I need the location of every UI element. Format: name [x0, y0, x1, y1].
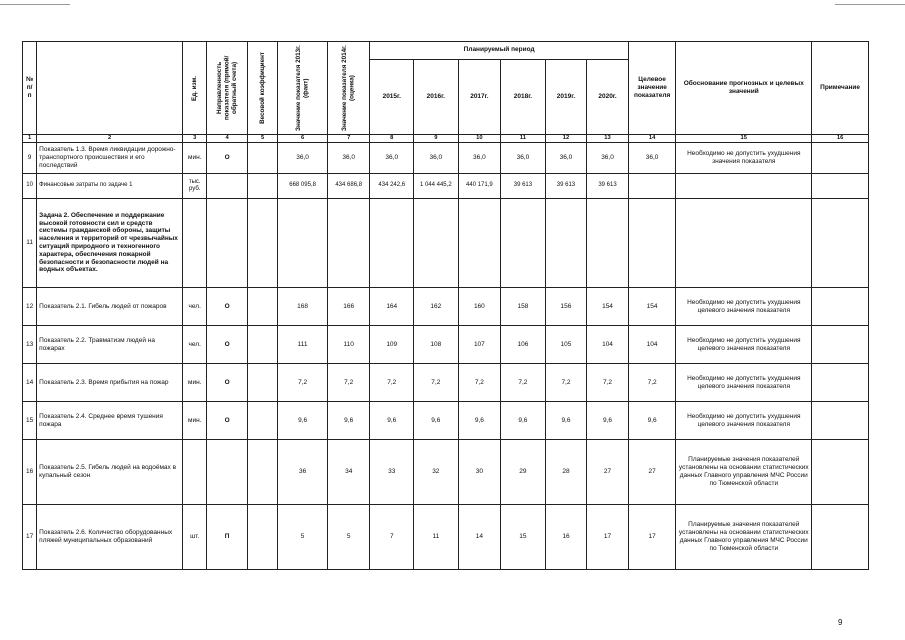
justification-cell [676, 174, 812, 199]
direction-cell [207, 199, 248, 288]
year-value-cell: 39 613 [587, 174, 629, 199]
table-row [23, 143, 869, 174]
table-row [23, 174, 869, 199]
weight-cell [247, 288, 277, 326]
row-number: 13 [23, 326, 37, 364]
column-number: 5 [247, 135, 277, 143]
year-value-cell: 434 242,6 [370, 174, 414, 199]
year-value-cell: 36,0 [370, 143, 414, 174]
value-2014-cell: 7,2 [327, 364, 370, 402]
year-value-cell: 108 [414, 326, 459, 364]
column-number: 6 [278, 135, 328, 143]
year-value-cell: 36,0 [501, 143, 546, 174]
unit-cell: тыс. руб. [183, 174, 207, 199]
row-number: 10 [23, 174, 37, 199]
year-value-cell: 11 [414, 505, 459, 570]
value-2013-cell [278, 199, 328, 288]
year-value-cell: 9,6 [414, 402, 459, 440]
header-year: 2017г. [458, 59, 501, 134]
year-value-cell: 16 [545, 505, 587, 570]
header-year: 2015г. [370, 59, 414, 134]
direction-cell: О [207, 326, 248, 364]
value-2014-cell: 9,6 [327, 402, 370, 440]
weight-cell [247, 143, 277, 174]
indicator-name: Показатель 1.3. Время ликвидации дорожно-транспортного происшествия и его последствий [37, 143, 183, 174]
weight-cell [247, 505, 277, 570]
year-value-cell: 1 044 445,2 [414, 174, 459, 199]
scan-edge-mark [0, 4, 70, 5]
year-value-cell [545, 199, 587, 288]
year-value-cell: 7,2 [370, 364, 414, 402]
year-value-cell: 36,0 [458, 143, 501, 174]
value-2014-cell: 5 [327, 505, 370, 570]
column-number: 13 [587, 135, 629, 143]
indicator-name: Показатель 2.2. Травматизм людей на пожарах [37, 326, 183, 364]
indicator-name: Показатель 2.5. Гибель людей на водоёмах в купальный сезон [37, 440, 183, 505]
year-value-cell: 7,2 [414, 364, 459, 402]
justification-cell: Планируемые значения показателей установлены на основании статистических данных Главного управления МЧС России по Тюменской области [676, 440, 812, 505]
indicator-name: Показатель 2.6. Количество оборудованных пляжей муниципальных образований [37, 505, 183, 570]
justification-cell: Необходимо не допустить ухудшения целевого значения показателя [676, 364, 812, 402]
row-number: 12 [23, 288, 37, 326]
note-cell [812, 440, 869, 505]
note-cell [812, 402, 869, 440]
header-value-2014: Значение показателя 2014г. (оценка) [327, 42, 370, 135]
note-cell [812, 288, 869, 326]
header-unit: Ед. изм. [183, 42, 207, 135]
year-value-cell: 105 [545, 326, 587, 364]
year-value-cell: 29 [501, 440, 546, 505]
year-value-cell: 7,2 [501, 364, 546, 402]
weight-cell [247, 199, 277, 288]
year-value-cell [458, 199, 501, 288]
value-2014-cell: 110 [327, 326, 370, 364]
target-cell: 17 [628, 505, 676, 570]
note-cell [812, 174, 869, 199]
header-weight: Весовой коэффициент [247, 42, 277, 135]
direction-cell: О [207, 402, 248, 440]
column-number-row [23, 135, 869, 143]
value-2013-cell: 9,6 [278, 402, 328, 440]
unit-cell: чел. [183, 288, 207, 326]
year-value-cell [370, 199, 414, 288]
header-justification: Обоснование прогнозных и целевых значений [676, 42, 812, 135]
column-number: 3 [183, 135, 207, 143]
year-value-cell: 154 [587, 288, 629, 326]
year-value-cell: 36,0 [545, 143, 587, 174]
target-cell: 9,6 [628, 402, 676, 440]
note-cell [812, 326, 869, 364]
year-value-cell: 9,6 [587, 402, 629, 440]
value-2013-cell: 111 [278, 326, 328, 364]
justification-cell: Необходимо не допустить ухудшения целевого значения показателя [676, 326, 812, 364]
year-value-cell: 7 [370, 505, 414, 570]
year-value-cell: 9,6 [501, 402, 546, 440]
weight-cell [247, 364, 277, 402]
target-cell: 154 [628, 288, 676, 326]
column-number: 7 [327, 135, 370, 143]
direction-cell [207, 174, 248, 199]
target-cell [628, 174, 676, 199]
year-value-cell: 9,6 [458, 402, 501, 440]
year-value-cell: 33 [370, 440, 414, 505]
row-number: 17 [23, 505, 37, 570]
table-row [23, 440, 869, 505]
value-2013-cell: 668 095,8 [278, 174, 328, 199]
justification-cell [676, 199, 812, 288]
value-2014-cell [327, 199, 370, 288]
row-number: 9 [23, 143, 37, 174]
header-year: 2018г. [501, 59, 546, 134]
value-2014-cell: 434 686,8 [327, 174, 370, 199]
year-value-cell: 440 171,9 [458, 174, 501, 199]
justification-cell: Необходимо не допустить ухудшения целевого значения показателя [676, 288, 812, 326]
year-value-cell [414, 199, 459, 288]
indicator-name: Финансовые затраты по задаче 1 [37, 174, 183, 199]
year-value-cell [587, 199, 629, 288]
justification-cell: Необходимо не допустить ухудшения значения показателя [676, 143, 812, 174]
unit-cell: шт. [183, 505, 207, 570]
justification-cell: Необходимо не допустить ухудшения целевого значения показателя [676, 402, 812, 440]
year-value-cell: 36,0 [587, 143, 629, 174]
header-num: № п/п [23, 42, 37, 135]
weight-cell [247, 174, 277, 199]
header-year: 2019г. [545, 59, 587, 134]
year-value-cell: 106 [501, 326, 546, 364]
row-number: 15 [23, 402, 37, 440]
row-number: 16 [23, 440, 37, 505]
value-2013-cell: 36 [278, 440, 328, 505]
value-2014-cell: 36,0 [327, 143, 370, 174]
column-number: 9 [414, 135, 459, 143]
scan-edge-mark [835, 4, 905, 5]
header-year: 2020г. [587, 59, 629, 134]
note-cell [812, 505, 869, 570]
year-value-cell: 164 [370, 288, 414, 326]
table-row [23, 326, 869, 364]
table-row [23, 288, 869, 326]
header-row [23, 42, 869, 60]
unit-cell: мин. [183, 364, 207, 402]
year-value-cell: 7,2 [587, 364, 629, 402]
justification-cell: Планируемые значения показателей установлены на основании статистических данных Главного управления МЧС России по Тюменской области [676, 505, 812, 570]
year-value-cell: 30 [458, 440, 501, 505]
column-number: 11 [501, 135, 546, 143]
weight-cell [247, 326, 277, 364]
column-number: 2 [37, 135, 183, 143]
indicators-table [22, 41, 869, 570]
direction-cell: О [207, 364, 248, 402]
year-value-cell: 39 613 [545, 174, 587, 199]
year-value-cell: 14 [458, 505, 501, 570]
year-value-cell: 160 [458, 288, 501, 326]
target-cell: 36,0 [628, 143, 676, 174]
year-value-cell: 36,0 [414, 143, 459, 174]
year-value-cell: 28 [545, 440, 587, 505]
year-value-cell: 158 [501, 288, 546, 326]
weight-cell [247, 440, 277, 505]
year-value-cell: 162 [414, 288, 459, 326]
indicator-name: Показатель 2.3. Время прибытия на пожар [37, 364, 183, 402]
year-value-cell: 107 [458, 326, 501, 364]
table-row [23, 199, 869, 288]
indicator-name: Показатель 2.4. Среднее время тушения пожара [37, 402, 183, 440]
year-value-cell: 32 [414, 440, 459, 505]
column-number: 12 [545, 135, 587, 143]
year-value-cell: 109 [370, 326, 414, 364]
value-2014-cell: 34 [327, 440, 370, 505]
unit-cell: мин. [183, 143, 207, 174]
weight-cell [247, 402, 277, 440]
direction-cell: О [207, 143, 248, 174]
column-number: 16 [812, 135, 869, 143]
value-2013-cell: 7,2 [278, 364, 328, 402]
unit-cell: чел. [183, 326, 207, 364]
header-year: 2016г. [414, 59, 459, 134]
year-value-cell [501, 199, 546, 288]
target-cell: 27 [628, 440, 676, 505]
header-name [37, 42, 183, 135]
year-value-cell: 15 [501, 505, 546, 570]
year-value-cell: 104 [587, 326, 629, 364]
direction-cell: О [207, 288, 248, 326]
table-row [23, 505, 869, 570]
note-cell [812, 199, 869, 288]
row-number: 14 [23, 364, 37, 402]
year-value-cell: 7,2 [545, 364, 587, 402]
header-planned-period: Планируемый период [370, 42, 628, 60]
column-number: 14 [628, 135, 676, 143]
value-2013-cell: 168 [278, 288, 328, 326]
column-number: 8 [370, 135, 414, 143]
column-number: 1 [23, 135, 37, 143]
indicator-name: Задача 2. Обеспечение и поддержание высокой готовности сил и средств системы гражданской обороны, защиты населения и территорий от чрезвычайных ситуаций природного и техногенного характера, обеспечения пожарной безопасности и безопасности людей на водных объектах. [37, 199, 183, 288]
target-cell [628, 199, 676, 288]
unit-cell: мин. [183, 402, 207, 440]
direction-cell: П [207, 505, 248, 570]
year-value-cell: 9,6 [370, 402, 414, 440]
year-value-cell: 9,6 [545, 402, 587, 440]
unit-cell [183, 440, 207, 505]
note-cell [812, 143, 869, 174]
column-number: 4 [207, 135, 248, 143]
header-value-2013: Значение показателя 2013г. (факт) [278, 42, 328, 135]
year-value-cell: 27 [587, 440, 629, 505]
table-body [23, 135, 869, 570]
year-value-cell: 17 [587, 505, 629, 570]
value-2013-cell: 5 [278, 505, 328, 570]
unit-cell [183, 199, 207, 288]
table-row [23, 402, 869, 440]
target-cell: 7,2 [628, 364, 676, 402]
year-value-cell: 7,2 [458, 364, 501, 402]
direction-cell [207, 440, 248, 505]
header-note: Примечание [812, 42, 869, 135]
page-number: 9 [838, 618, 843, 627]
year-value-cell: 39 613 [501, 174, 546, 199]
target-cell: 104 [628, 326, 676, 364]
value-2013-cell: 36,0 [278, 143, 328, 174]
column-number: 15 [676, 135, 812, 143]
note-cell [812, 364, 869, 402]
table-row [23, 364, 869, 402]
column-number: 10 [458, 135, 501, 143]
year-value-cell: 156 [545, 288, 587, 326]
header-target: Целевое значение показателя [628, 42, 676, 135]
indicator-name: Показатель 2.1. Гибель людей от пожаров [37, 288, 183, 326]
row-number: 11 [23, 199, 37, 288]
header-direction: Направленность показателя (прямой/обратный счета) [207, 42, 248, 135]
value-2014-cell: 166 [327, 288, 370, 326]
